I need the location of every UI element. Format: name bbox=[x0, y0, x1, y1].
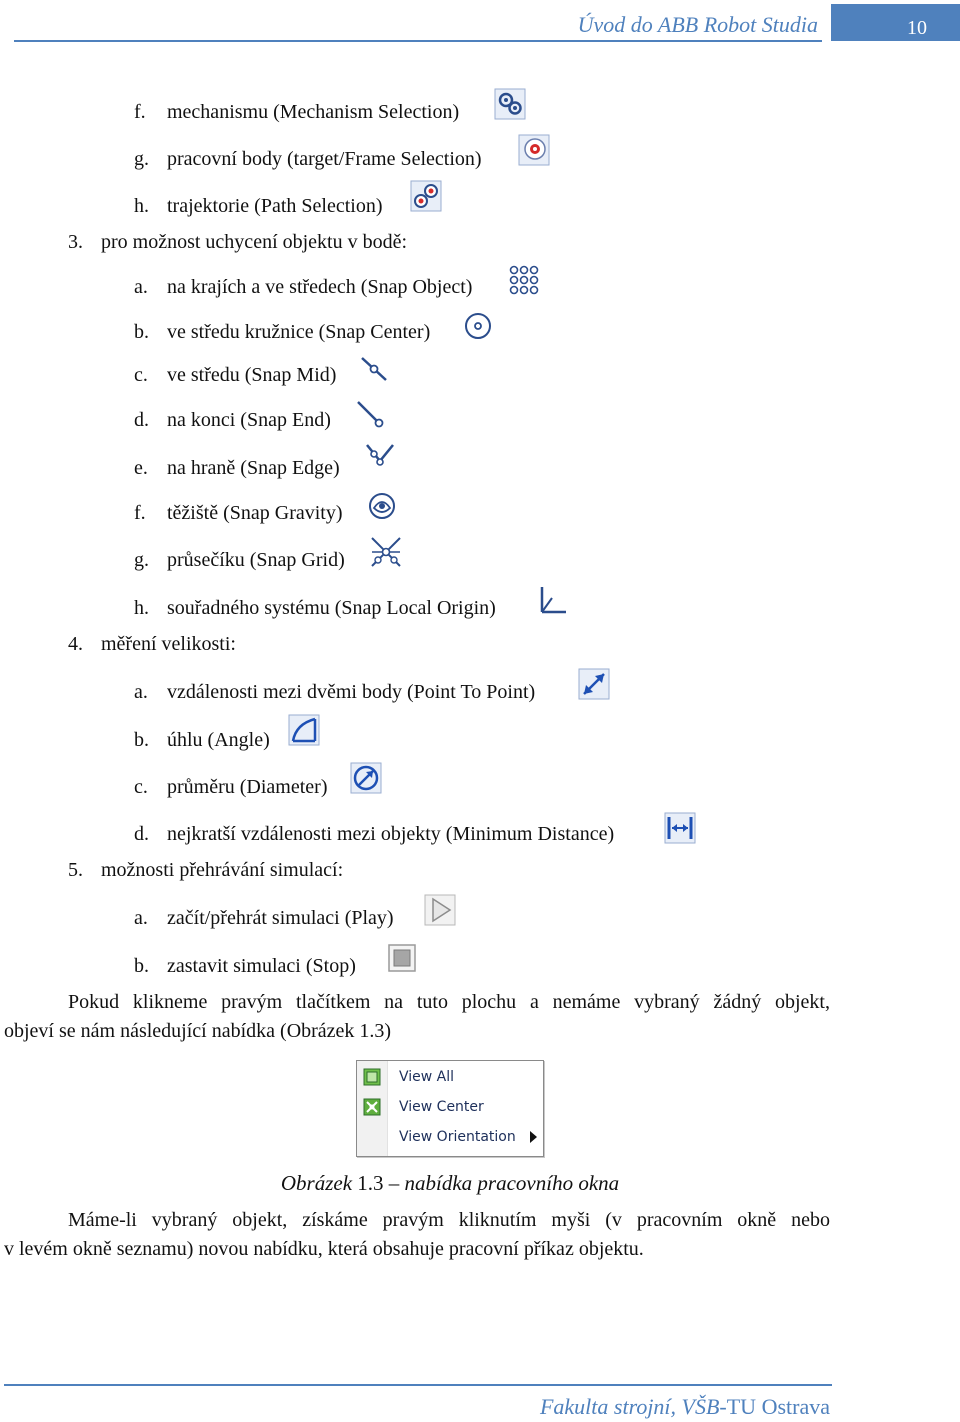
snap-object-icon bbox=[508, 264, 540, 296]
snap-grid-icon bbox=[370, 536, 402, 568]
list-text: těžiště (Snap Gravity) bbox=[167, 502, 343, 524]
footer-city: -TU Ostrava bbox=[719, 1394, 830, 1419]
list-marker: a. bbox=[134, 907, 148, 929]
list-marker: d. bbox=[134, 823, 149, 845]
menu-item-label: View Orientation bbox=[399, 1129, 516, 1145]
list-text: začít/přehrát simulaci (Play) bbox=[167, 907, 394, 929]
paragraph bbox=[4, 1206, 830, 1264]
list-marker: 3. bbox=[68, 231, 83, 253]
snap-gravity-icon bbox=[366, 490, 398, 522]
list-marker: h. bbox=[134, 195, 149, 217]
list-marker: g. bbox=[134, 148, 149, 170]
list-marker: a. bbox=[134, 276, 148, 298]
page-number-box bbox=[831, 4, 960, 41]
list-text: na konci (Snap End) bbox=[167, 409, 331, 431]
list-text: průměru (Diameter) bbox=[167, 776, 328, 798]
list-text: na krajích a ve středech (Snap Object) bbox=[167, 276, 473, 298]
list-marker: f. bbox=[134, 101, 146, 123]
list-marker: d. bbox=[134, 409, 149, 431]
list-marker: f. bbox=[134, 502, 146, 524]
list-marker: b. bbox=[134, 729, 149, 751]
context-menu bbox=[356, 1060, 544, 1157]
list-marker: 5. bbox=[68, 859, 83, 881]
menu-item-view-orientation[interactable] bbox=[357, 1123, 543, 1151]
caption-prefix: Obrázek bbox=[280, 1171, 353, 1195]
snap-center-icon bbox=[462, 310, 494, 342]
play-icon bbox=[424, 894, 456, 926]
mechanism-selection-icon bbox=[494, 88, 526, 120]
point-to-point-icon bbox=[578, 668, 610, 700]
header-title: Úvod do ABB Robot Studia bbox=[577, 12, 818, 37]
path-selection-icon bbox=[410, 180, 442, 212]
list-text: trajektorie (Path Selection) bbox=[167, 195, 383, 217]
list-text: průsečíku (Snap Grid) bbox=[167, 549, 345, 571]
view-center-icon bbox=[363, 1098, 381, 1116]
list-text: ve středu kružnice (Snap Center) bbox=[167, 321, 431, 343]
paragraph bbox=[4, 988, 830, 1046]
snap-mid-icon bbox=[358, 354, 390, 386]
menu-item-view-center[interactable] bbox=[357, 1093, 543, 1121]
caption-text: – nabídka pracovního okna bbox=[388, 1171, 620, 1195]
paragraph-line: Máme-li vybraný objekt, získáme pravým kliknutím myši (v pracovním okně nebo bbox=[68, 1209, 830, 1231]
list-text: ve středu (Snap Mid) bbox=[167, 364, 337, 386]
list-text: nejkratší vzdálenosti mezi objekty (Minimum Distance) bbox=[167, 823, 615, 845]
angle-icon bbox=[288, 714, 320, 746]
submenu-arrow-icon bbox=[530, 1131, 537, 1143]
header-rule bbox=[14, 40, 822, 42]
snap-end-icon bbox=[354, 398, 386, 430]
list-text: mechanismu (Mechanism Selection) bbox=[167, 101, 460, 123]
list-text: na hraně (Snap Edge) bbox=[167, 457, 340, 479]
list-text: zastavit simulaci (Stop) bbox=[167, 955, 356, 977]
paragraph-line: v levém okně seznamu) novou nabídku, která obsahuje pracovní příkaz objektu. bbox=[4, 1238, 644, 1260]
list-text: pracovní body (target/Frame Selection) bbox=[167, 148, 482, 170]
list-marker: e. bbox=[134, 457, 148, 479]
target-selection-icon bbox=[518, 134, 550, 166]
list-text: možnosti přehrávání simulací: bbox=[101, 859, 344, 881]
footer bbox=[540, 1394, 830, 1420]
page-number: 10 bbox=[907, 17, 927, 39]
list-marker: c. bbox=[134, 776, 148, 798]
menu-item-label: View All bbox=[399, 1069, 455, 1085]
paragraph-line: objeví se nám následující nabídka (Obrázek 1.3) bbox=[4, 1020, 392, 1042]
list-text: pro možnost uchycení objektu v bodě: bbox=[101, 231, 408, 253]
paragraph-line: Pokud klikneme pravým tlačítkem na tuto plochu a nemáme vybraný žádný objekt, bbox=[68, 991, 830, 1013]
view-all-icon bbox=[363, 1068, 381, 1086]
list-marker: a. bbox=[134, 681, 148, 703]
menu-item-view-all[interactable] bbox=[357, 1063, 543, 1091]
footer-faculty: Fakulta strojní, VŠB bbox=[539, 1394, 720, 1419]
list-marker: c. bbox=[134, 364, 148, 386]
list-text: úhlu (Angle) bbox=[167, 729, 270, 751]
list-text: vzdálenosti mezi dvěmi body (Point To Point) bbox=[167, 681, 536, 703]
caption-number: 1.3 bbox=[357, 1171, 384, 1195]
list-marker: 4. bbox=[68, 633, 83, 655]
list-text: souřadného systému (Snap Local Origin) bbox=[167, 597, 496, 619]
figure-caption bbox=[0, 1171, 900, 1196]
stop-icon bbox=[386, 942, 418, 974]
diameter-icon bbox=[350, 762, 382, 794]
list-marker: h. bbox=[134, 597, 149, 619]
list-marker: b. bbox=[134, 321, 149, 343]
minimum-distance-icon bbox=[664, 812, 696, 844]
footer-rule bbox=[4, 1384, 832, 1386]
menu-item-label: View Center bbox=[399, 1099, 484, 1115]
snap-edge-icon bbox=[364, 442, 396, 474]
list-marker: g. bbox=[134, 549, 149, 571]
list-text: měření velikosti: bbox=[101, 633, 236, 655]
snap-local-origin-icon bbox=[536, 584, 568, 616]
list-marker: b. bbox=[134, 955, 149, 977]
